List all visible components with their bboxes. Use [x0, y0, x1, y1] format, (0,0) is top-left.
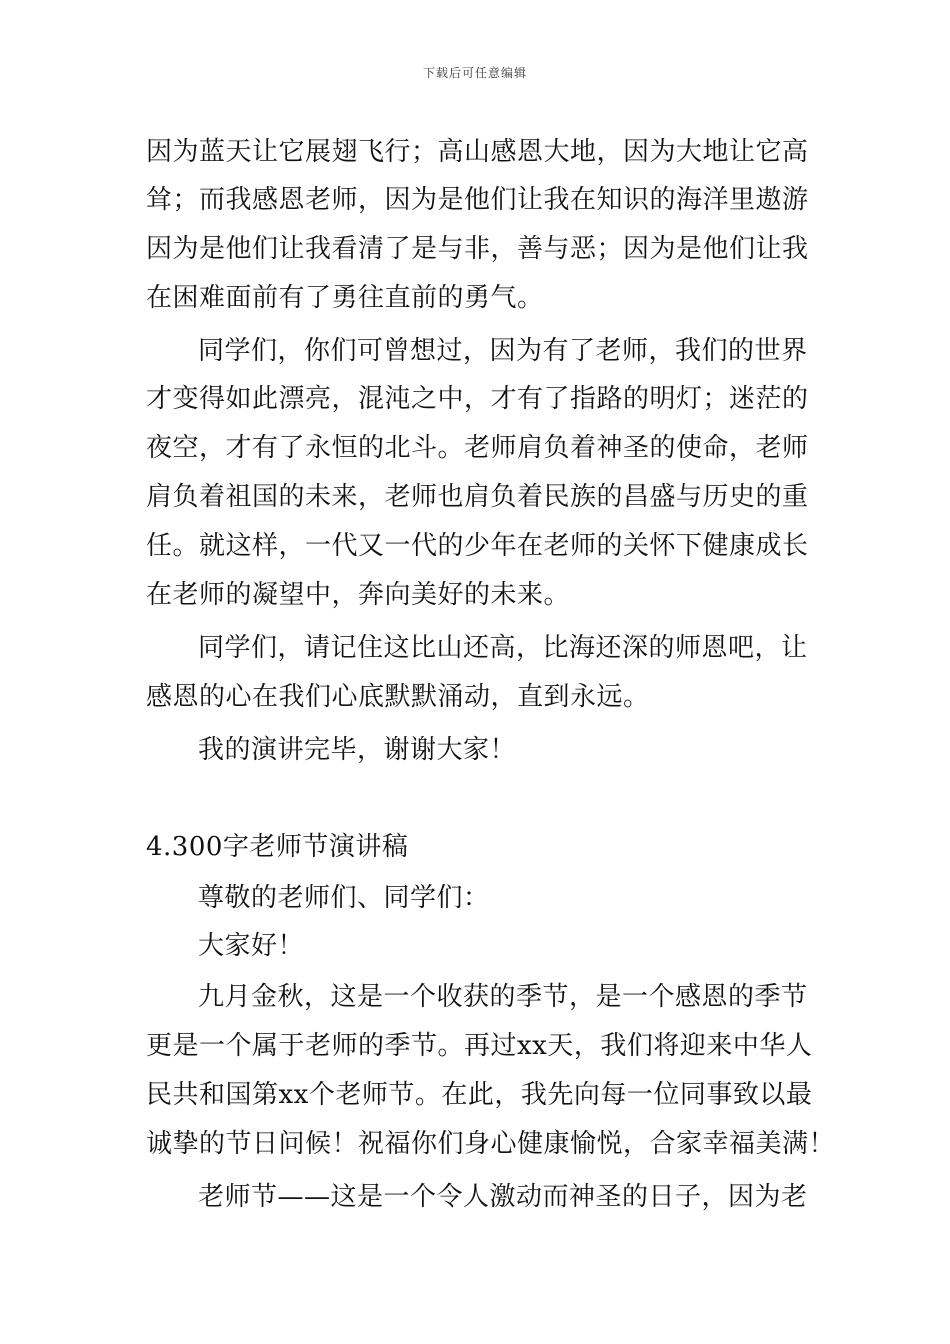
- paragraph-start-line: 老师节——这是一个令人激动而神圣的日子，因为老: [198, 1182, 808, 1212]
- paragraph-start-line: 同学们，请记住这比山还高，比海还深的师恩吧，让: [198, 633, 808, 663]
- text-line: 才变得如此漂亮，混沌之中，才有了指路的明灯；迷茫的: [146, 384, 809, 414]
- salutation-line: 尊敬的老师们、同学们：: [198, 883, 490, 913]
- text-line: 耸；而我感恩老师，因为是他们让我在知识的海洋里遨游: [146, 185, 809, 215]
- text-line: 因为蓝天让它展翅飞行；高山感恩大地，因为大地让它高: [146, 137, 809, 167]
- text-line: 感恩的心在我们心底默默涌动，直到永远。: [146, 682, 650, 712]
- text-line: 诚挚的节日问候！祝福你们身心健康愉悦，合家幸福美满！: [146, 1129, 836, 1159]
- text-line: 在老师的凝望中，奔向美好的未来。: [146, 580, 571, 610]
- paragraph-start-line: 同学们，你们可曾想过，因为有了老师，我们的世界: [198, 336, 808, 366]
- text-line: 夜空，才有了永恒的北斗。老师肩负着神圣的使命，老师: [146, 433, 809, 463]
- text-line: 任。就这样，一代又一代的少年在老师的关怀下健康成长: [146, 531, 809, 561]
- paragraph-start-line: 我的演讲完毕，谢谢大家！: [198, 735, 517, 765]
- text-line: 在困难面前有了勇往直前的勇气。: [146, 283, 544, 313]
- text-line: 因为是他们让我看清了是与非，善与恶；因为是他们让我: [146, 234, 809, 264]
- text-line: 民共和国第xx个老师节。在此，我先向每一位同事致以最: [146, 1080, 813, 1110]
- text-line: 更是一个属于老师的季节。再过xx天，我们将迎来中华人: [146, 1031, 813, 1061]
- section-heading: 4.300字老师节演讲稿: [146, 832, 409, 862]
- greeting-line: 大家好！: [198, 931, 305, 961]
- text-line: 肩负着祖国的未来，老师也肩负着民族的昌盛与历史的重: [146, 482, 809, 512]
- paragraph-start-line: 九月金秋，这是一个收获的季节，是一个感恩的季节: [198, 982, 808, 1012]
- page-header: 下载后可任意编辑: [422, 66, 527, 80]
